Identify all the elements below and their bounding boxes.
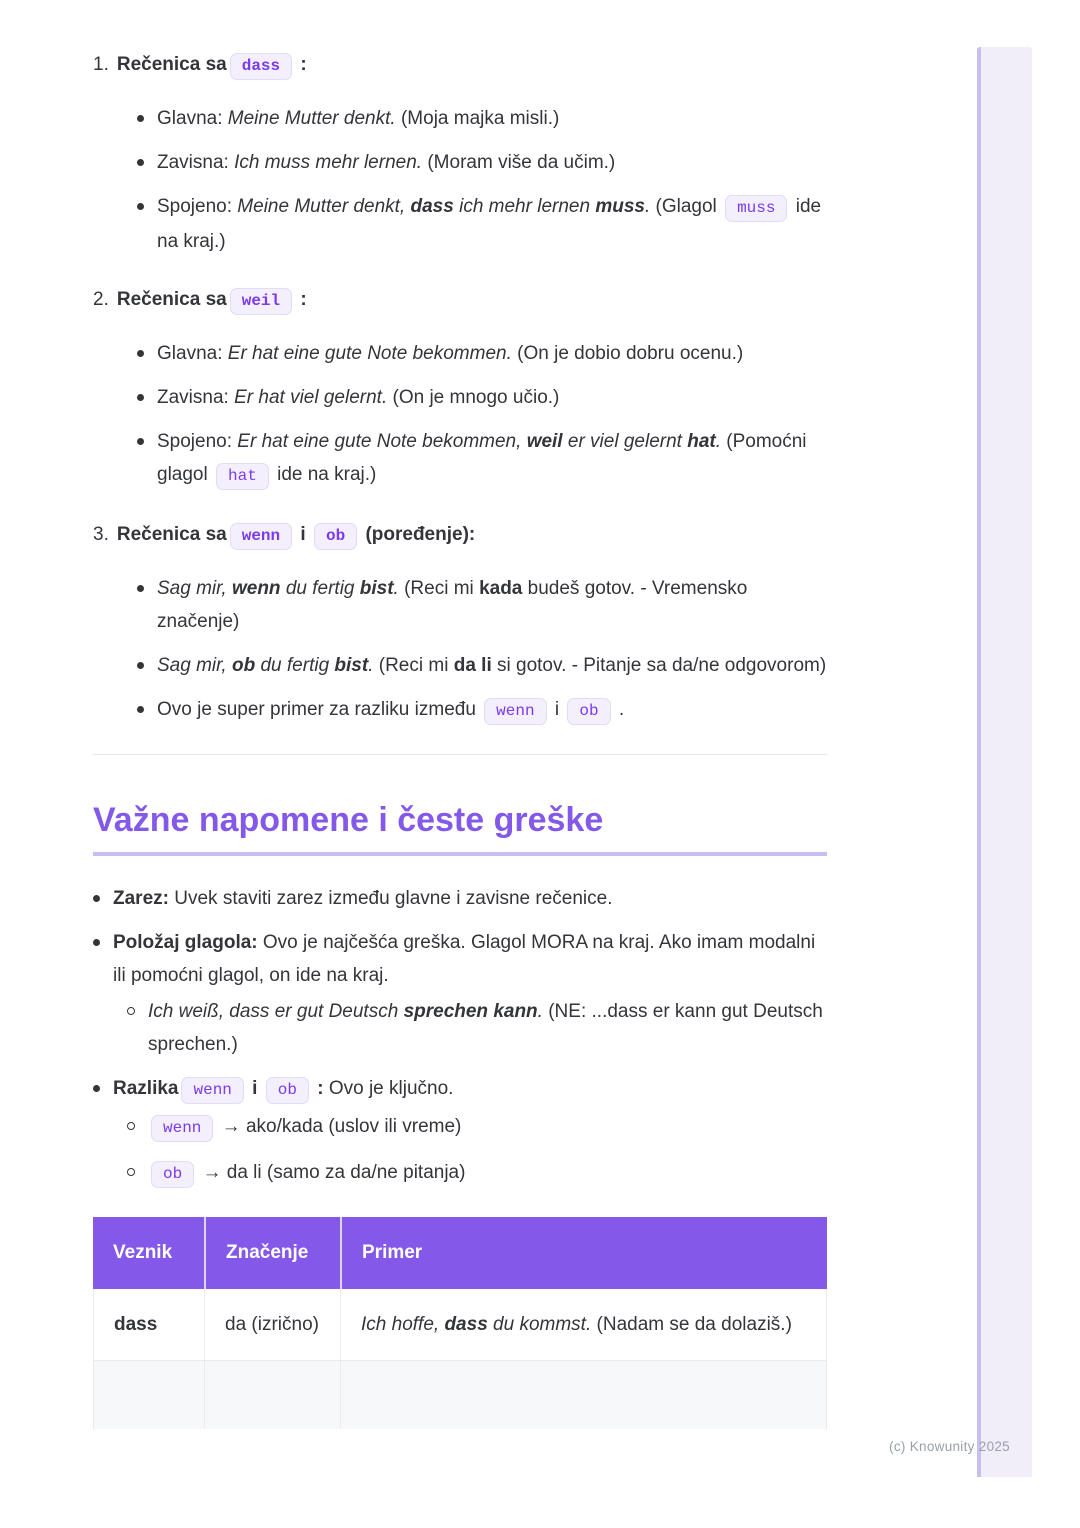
code-chip: wenn [151, 1115, 213, 1142]
note-item [93, 1072, 827, 1191]
item-number: 1. [93, 54, 109, 75]
section-title-text: Rečenica sa wenn i ob (poređenje): [117, 524, 475, 545]
bullet-text: Spojeno: Meine Mutter denkt, dass ich mehr lernen muss. (Glagol muss ide na kraj.) [157, 196, 822, 252]
bullet-icon [93, 895, 100, 902]
code-chip: weil [230, 288, 292, 315]
bullet-list [93, 337, 827, 493]
bullet-text: Spojeno: Er hat eine gute Note bekommen, weil er viel gelernt hat. (Pomoćni glagol hat ide na kraj.) [157, 425, 827, 493]
sub-bullet-text: Ich weiß, dass er gut Deutsch sprechen kann. (NE: ...dass er kann gut Deutsch sprechen.) [148, 1001, 823, 1055]
column-header: Značenje [204, 1217, 340, 1289]
bullet-list [93, 102, 827, 258]
list-item [93, 284, 827, 493]
item-number: 3. [93, 524, 109, 545]
copyright-footer [889, 1439, 1010, 1454]
section-title [93, 284, 827, 317]
numbered-list [93, 49, 827, 728]
section-title [93, 49, 827, 82]
note-text: Položaj glagola: Ovo je najčešća greška. Glagol MORA na kraj. Ako imam modalni ili pomoćni glagol, on ide na kraj. [113, 932, 816, 986]
bullet-icon [137, 203, 144, 210]
code-chip: ob [266, 1077, 309, 1104]
code-chip: dass [230, 53, 292, 80]
bullet-icon [137, 438, 144, 445]
bullet-text: Zavisna: Er hat viel gelernt. (On je mnogo učio.) [157, 387, 560, 408]
bullet-item [137, 649, 827, 682]
note-item [93, 926, 827, 1061]
column-header: Primer [340, 1217, 827, 1289]
column-header: Veznik [93, 1217, 204, 1289]
code-chip: wenn [181, 1077, 243, 1104]
table-cell: da (izrično) [204, 1289, 340, 1361]
code-chip: wenn [230, 523, 292, 550]
note-text: Zarez: Uvek staviti zarez između glavne i zavisne rečenice. [113, 888, 613, 909]
code-chip: wenn [484, 698, 546, 725]
bullet-item [137, 102, 827, 135]
table-cell [93, 1361, 204, 1429]
page-heading: Važne napomene i česte greške [93, 801, 827, 856]
circle-bullet-icon [127, 1168, 135, 1176]
table-cell: Ich hoffe, dass du kommst. (Nadam se da dolaziš.) [340, 1289, 827, 1361]
table-cell [340, 1361, 827, 1429]
bullet-item [137, 146, 827, 179]
notes-list [93, 882, 827, 1191]
code-chip: ob [567, 698, 610, 725]
section-divider [93, 754, 827, 755]
circle-bullet-icon [127, 1122, 135, 1130]
bullet-icon [137, 159, 144, 166]
code-chip: ob [314, 523, 357, 550]
note-item [93, 882, 827, 915]
bullet-item [137, 572, 827, 638]
bullet-text: Glavna: Meine Mutter denkt. (Moja majka misli.) [157, 108, 560, 129]
bullet-icon [137, 706, 144, 713]
section-title-text: Rečenica sa weil : [117, 289, 307, 310]
bullet-text: Glavna: Er hat eine gute Note bekommen. (On je dobio dobru ocenu.) [157, 343, 744, 364]
copyright-text: (c) Knowunity 2025 [889, 1439, 1010, 1454]
bullet-item [137, 190, 827, 258]
sub-bullet-item [127, 995, 827, 1061]
sub-bullet-text: ob → da li (samo za da/ne pitanja) [148, 1156, 827, 1191]
table-cell [204, 1361, 340, 1429]
sub-bullet-item [127, 1110, 827, 1145]
bullet-icon [93, 939, 100, 946]
bullet-icon [93, 1085, 100, 1092]
bullet-icon [137, 350, 144, 357]
section-title [93, 519, 827, 552]
code-chip: ob [151, 1161, 194, 1188]
list-item [93, 519, 827, 728]
sub-bullet-list [127, 1110, 827, 1191]
bullet-text: Sag mir, ob du fertig bist. (Reci mi da li si gotov. - Pitanje sa da/ne odgovorom) [157, 655, 827, 676]
bullet-item [137, 693, 827, 728]
bullet-text: Sag mir, wenn du fertig bist. (Reci mi kada budeš gotov. - Vremensko značenje) [157, 578, 748, 632]
bullet-item [137, 381, 827, 414]
conjunction-table [93, 1217, 827, 1429]
scrollbar-track[interactable] [977, 47, 1032, 1477]
table-row [93, 1289, 827, 1361]
item-number: 2. [93, 289, 109, 310]
bullet-text: Ovo je super primer za razliku između wenn i ob . [157, 693, 827, 728]
bullet-text: Zavisna: Ich muss mehr lernen. (Moram više da učim.) [157, 152, 616, 173]
list-item [93, 49, 827, 258]
table-cell: dass [93, 1289, 204, 1361]
note-text: Razlika wenn i ob : Ovo je ključno. [113, 1072, 827, 1107]
bullet-icon [137, 662, 144, 669]
code-chip: muss [725, 195, 787, 222]
circle-bullet-icon [127, 1007, 135, 1015]
bullet-item [137, 425, 827, 493]
sub-bullet-text: wenn → ako/kada (uslov ili vreme) [148, 1110, 827, 1145]
bullet-item [137, 337, 827, 370]
bullet-list [93, 572, 827, 728]
code-chip: hat [216, 463, 269, 490]
document-content [93, 0, 827, 1429]
bullet-icon [137, 394, 144, 401]
sub-bullet-list [127, 995, 827, 1061]
table-row [93, 1361, 827, 1429]
bullet-icon [137, 115, 144, 122]
table-container [93, 1217, 827, 1429]
section-title-text: Rečenica sa dass : [117, 54, 307, 75]
table-header-row [93, 1217, 827, 1289]
bullet-icon [137, 585, 144, 592]
sub-bullet-item [127, 1156, 827, 1191]
